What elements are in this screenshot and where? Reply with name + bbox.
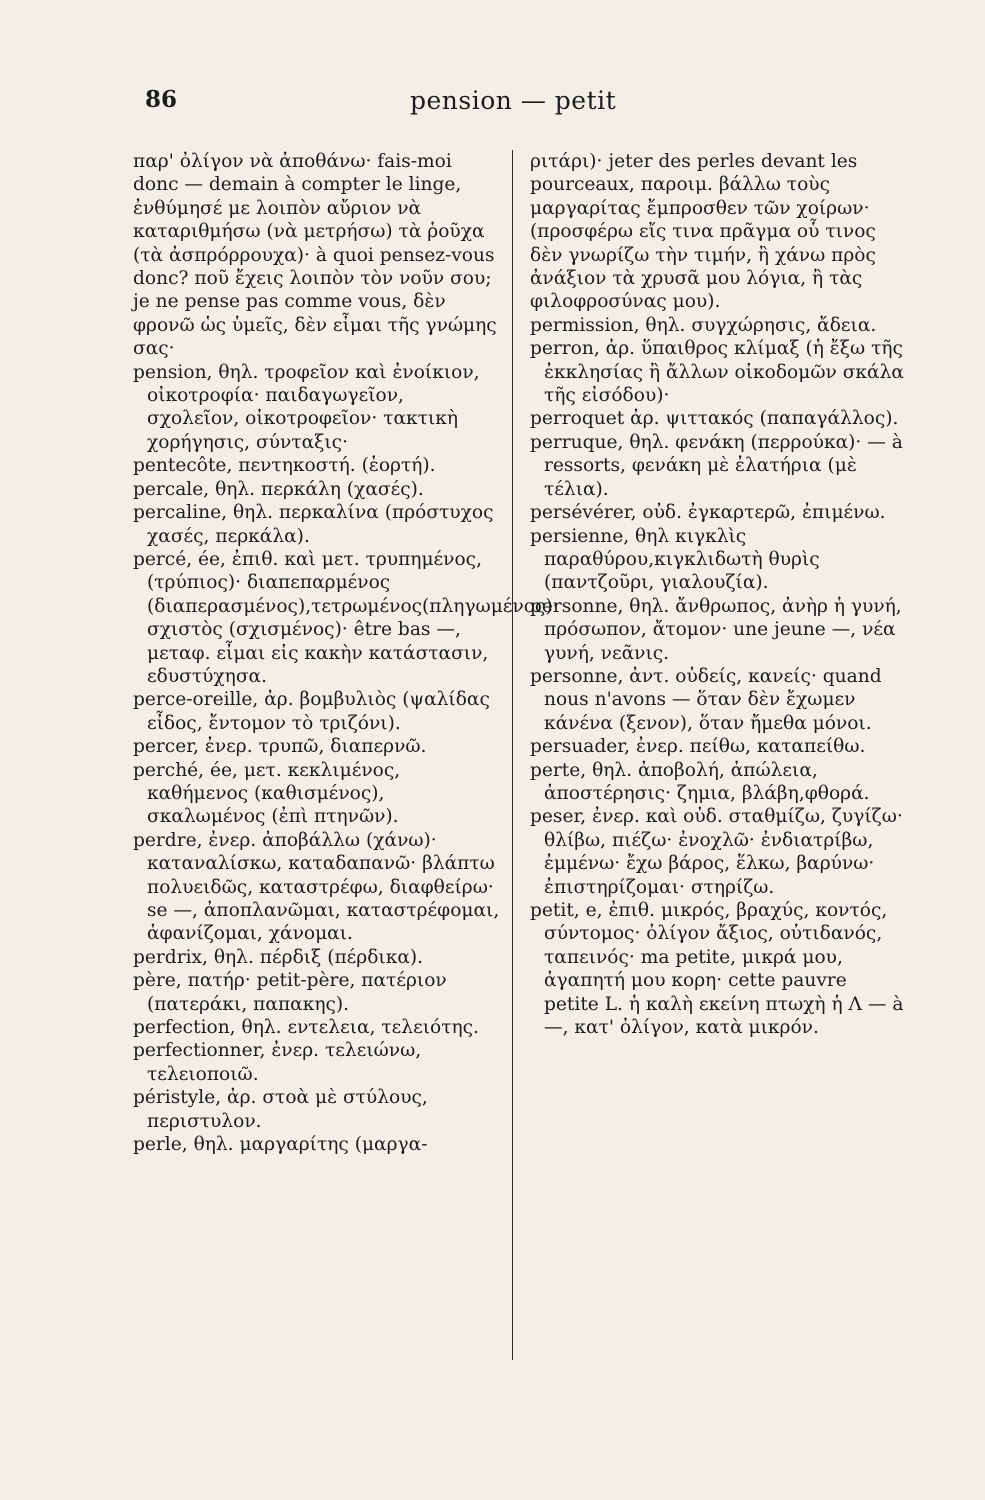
dictionary-entry: perfectionner, ἐνερ. τελειώνω, τελειοποιῶ. [133, 1040, 422, 1085]
dictionary-entry: percé, ée, ἐπιθ. καὶ μετ. τρυπημένος, (τρύπιος)· διαπεπαρμένος (διαπερασμένος),τετρωμένος(πληγωμένος)· σχιστὸς (σχισμένος)· être bas —, μεταφ. εἶμαι εἰς κακὴν κατάστασιν, εδυστύχησα. [133, 548, 559, 687]
dictionary-entry: perché, ée, μετ. κεκλιμένος, καθήμενος (καθισμένος), σκαλωμένος (ἐπὶ πτηνῶν). [133, 759, 401, 828]
dictionary-entry: percaline, θηλ. περκαλίνα (πρόστυχος χασές, περκάλα). [133, 502, 494, 547]
running-head: pension — petit [410, 86, 617, 115]
dictionary-entry: perron, ἀρ. ὕπαιθρος κλίμαξ (ἡ ἔξω τῆς ἐκκλησίας ἢ ἄλλων οἰκοδομῶν σκάλα τῆς εἰσόδου)· [530, 338, 904, 407]
dictionary-entry: péristyle, ἀρ. στοὰ μὲ στύλους, περιστυλον. [133, 1087, 428, 1132]
dictionary-entry: persuader, ἐνερ. πείθω, καταπείθω. [530, 736, 866, 758]
dictionary-entry: perdrix, θηλ. πέρδιξ (πέρδικα). [133, 946, 424, 968]
dictionary-entry: perruque, θηλ. φενάκη (περρούκα)· — à ressorts, φενάκη μὲ ἐλατήρια (μὲ τέλια). [530, 431, 903, 500]
dictionary-entry: persévérer, οὐδ. ἐγκαρτερῶ, ἐπιμένω. [530, 502, 886, 524]
dictionary-entry: personne, ἀντ. οὐδείς, κανείς· quand nous n'avons — ὅταν δὲν ἔχωμεν κάνένα (ξενον), ὅταν ἤμεθα μόνοι. [530, 665, 882, 734]
dictionary-entry: perfection, θηλ. εντελεια, τελειότης. [133, 1017, 479, 1039]
column-divider [512, 150, 513, 1360]
dictionary-entry: perce-oreille, ἀρ. βομβυλιὸς (ψαλίδας εἶδος, ἔντομον τὸ τριζόνι). [133, 689, 490, 734]
dictionary-entry: perte, θηλ. ἀποβολή, ἀπώλεια, ἀποστέρησις· ζημια, βλάβη,φθορά. [530, 759, 870, 804]
dictionary-entry: perdre, ἐνερ. ἀποβάλλω (χάνω)· καταναλίσκω, καταδαπανῶ· βλάπτω πολυειδῶς, καταστρέφω, διαφθείρω· se —, ἀποπλανῶμαι, καταστρέφομαι, ἀφανίζομαι, χάνομαι. [133, 829, 500, 945]
dictionary-entry: petit, e, ἐπιθ. μικρός, βραχύς, κοντός, σύντομος· ὀλίγον ἄξιος, οὐτιδανός, ταπεινός· ma petite, μικρά μου, ἀγαπητή μου κορη· cette pauvre petite L. ἡ καλὴ εκείνη πτωχὴ ἡ Λ — à —, κατ' ὀλίγον, κατὰ μικρόν. [530, 900, 904, 1039]
dictionary-entry: permission, θηλ. συγχώρησις, ἄδεια. [530, 314, 877, 336]
page-number: 86 [145, 86, 178, 113]
dictionary-entry: peser, ἐνερ. καὶ οὐδ. σταθμίζω, ζυγίζω· θλίβω, πιέζω· ἐνοχλῶ· ἐνδιατρίβω, ἐμμένω· ἔχω βάρος, ἕλκω, βαρύνω· ἐπιστηρίζομαι· στηρίζω. [530, 806, 903, 898]
dictionary-entry: percale, θηλ. περκάλη (χασές). [133, 478, 424, 500]
dictionary-entry: père, πατήρ· petit-père, πατέριον (πατεράκι, παπακης). [133, 970, 447, 1015]
dictionary-entry: perroquet ἀρ. ψιττακός (παπαγάλλος). [530, 408, 899, 430]
dictionary-entry: percer, ἐνερ. τρυπῶ, διαπερνῶ. [133, 736, 427, 758]
dictionary-entry: pension, θηλ. τροφεῖον καὶ ἐνοίκιον, οἰκοτροφία· παιδαγωγεῖον, σχολεῖον, οἰκοτροφεῖον· τακτικὴ χορήγησις, σύνταξις· [133, 361, 480, 453]
dictionary-entry: παρ' ὀλίγον νὰ ἀποθάνω· fais-moi donc — demain à compter le linge, ἐνθύμησέ με λοιπὸν αὔριον νὰ καταριθμήσω (νὰ μετρήσω) τὰ ῥοῦχα (τὰ ἀσπρόρρουχα)· à quoi pensez-vous donc? ποῦ ἔχεις λοιπὸν τὸν νοῦν σου; je ne pense pas comme vous, δὲν φρονῶ ὡς ὑμεῖς, δὲν εἶμαι τῆς γνώμης σας· [133, 151, 497, 360]
left-column [133, 150, 559, 1156]
dictionary-entry: pentecôte, πεντηκοστή. (ἑορτή). [133, 455, 436, 477]
dictionary-entry: perle, θηλ. μαργαρίτης (μαργα- [133, 1134, 428, 1156]
right-column [530, 150, 904, 1039]
dictionary-entry: ριτάρι)· jeter des perles devant les pourceaux, παροιμ. βάλλω τοὺς μαργαρίτας ἔμπροσθεν τῶν χοίρων· (προσφέρω εἴς τινα πρᾶγμα οὗ τινος δὲν γνωρίζω τὴν τιμήν, ἢ χάνω πρὸς ἀνάξιον τὰ χρυσᾶ μου λόγια, ἢ τὰς φιλοφροσύνας μου). [530, 151, 876, 313]
dictionary-entry: personne, θηλ. ἄνθρωπος, ἀνὴρ ἡ γυνή, πρόσωπον, ἄτομον· une jeune —, νέα γυνή, νεᾶνις. [530, 595, 902, 664]
dictionary-entry: persienne, θηλ κιγκλὶς παραθύρου,κιγκλιδωτὴ θυρὶς (παντζοῦρι, γιαλουζία). [530, 525, 820, 594]
